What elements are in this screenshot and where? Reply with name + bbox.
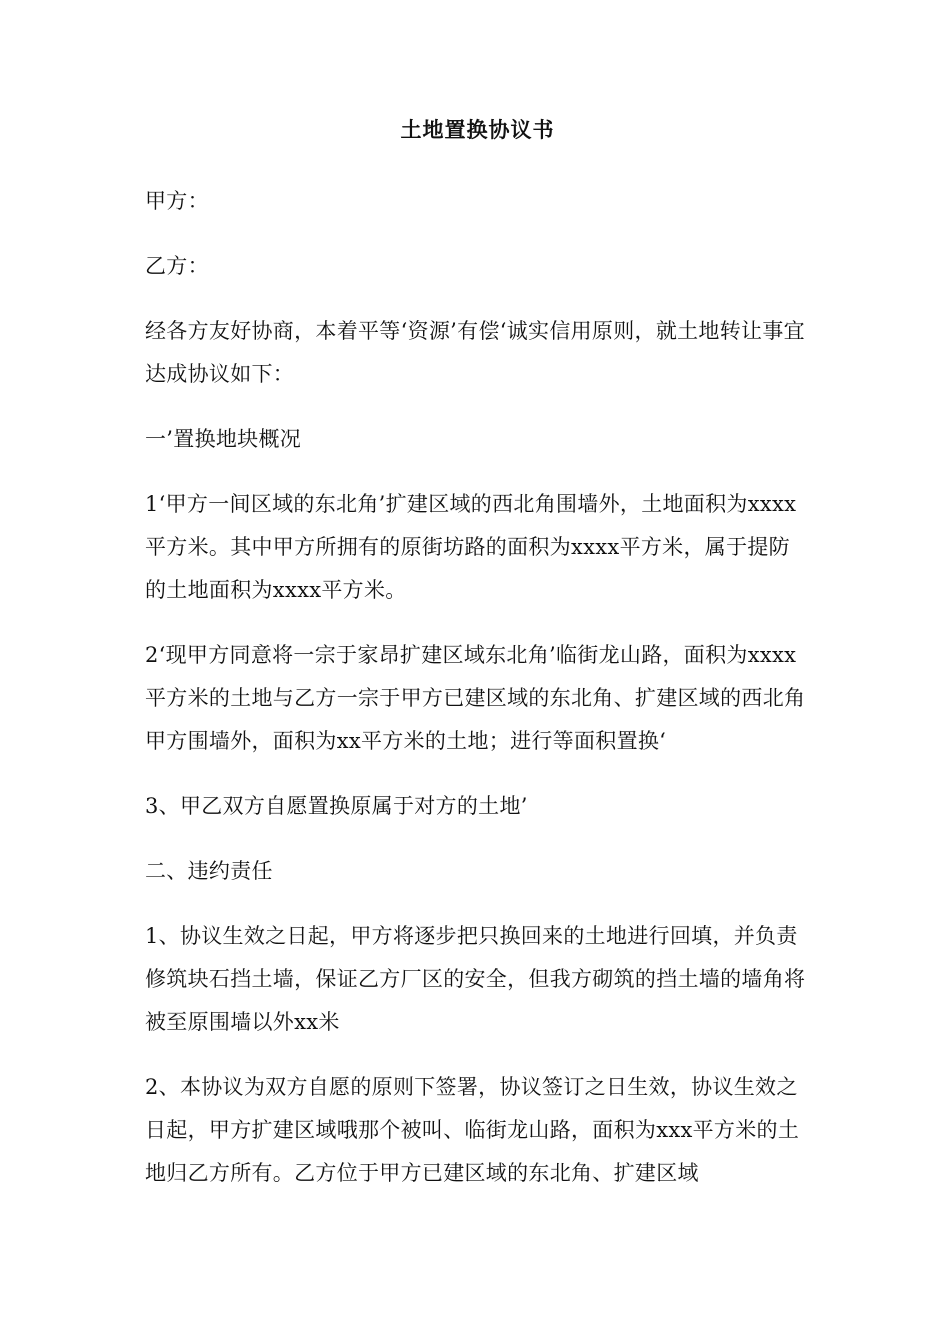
party-a-line: 甲方： bbox=[145, 189, 209, 213]
party-b-line: 乙方： bbox=[145, 254, 209, 278]
clause-2-2: 2、本协议为双方自愿的原则下签署，协议签订之日生效，协议生效之日起，甲方扩建区域哦那个被叫、临街龙山路，面积为xxx平方米的土地归乙方所有。乙方位于甲方已建区域的东北角、扩建区域 bbox=[145, 1075, 800, 1185]
clause-1-2: 2‘现甲方同意将一宗于家昂扩建区域东北角’临街龙山路，面积为xxxx平方米的土地与乙方一宗于甲方已建区域的东北角、扩建区域的西北角甲方围墙外，面积为xx平方米的土地；进行等面积置换‘ bbox=[145, 643, 806, 753]
preamble-paragraph: 经各方友好协商，本着平等‘资源’有偿‘诚实信用原则，就土地转让事宜达成协议如下： bbox=[145, 319, 805, 386]
document-title: 土地置换协议书 bbox=[400, 117, 555, 142]
section-heading-2: 二、违约责任 bbox=[145, 859, 273, 883]
clause-1-3: 3、甲乙双方自愿置换原属于对方的土地’ bbox=[145, 794, 528, 818]
section-heading-1: 一’置换地块概况 bbox=[145, 427, 302, 451]
clause-1-1: 1‘甲方一间区域的东北角’扩建区域的西北角围墙外，土地面积为xxxx平方米。其中甲方所拥有的原街坊路的面积为xxxx平方米，属于提防的土地面积为xxxx平方米。 bbox=[145, 492, 797, 602]
clause-2-1: 1、协议生效之日起，甲方将逐步把只换回来的土地进行回填，并负责修筑块石挡土墙，保证乙方厂区的安全，但我方砌筑的挡土墙的墙角将被至原围墙以外xx米 bbox=[145, 924, 806, 1034]
document-page bbox=[145, 112, 810, 1217]
